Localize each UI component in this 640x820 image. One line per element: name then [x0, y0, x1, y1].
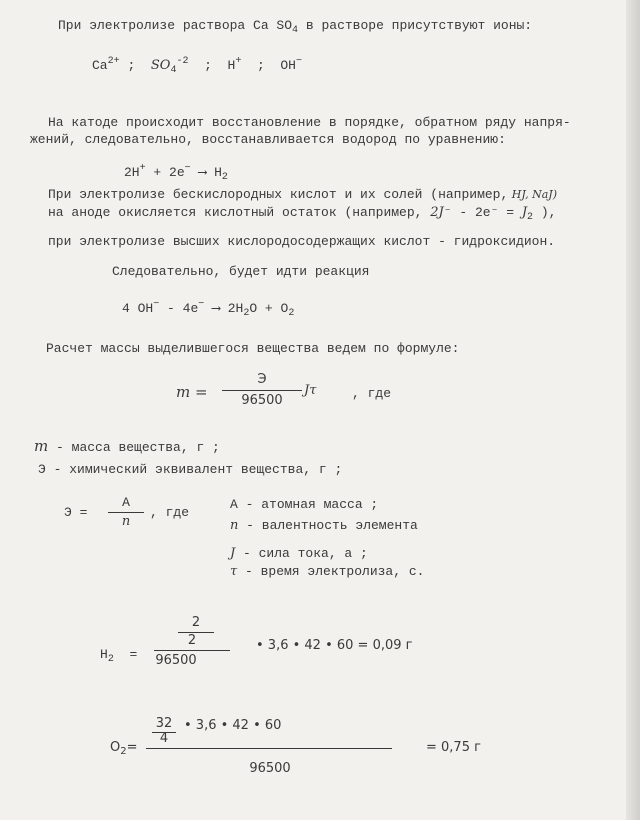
formula-m-where: , где [352, 386, 392, 401]
text: на аноде окисляется кислотный остаток (например, [48, 205, 431, 220]
superscript: − [153, 299, 160, 310]
calc-h2-num-bottom: 2 [187, 633, 197, 648]
subscript: 4 [170, 65, 177, 76]
separator: ; [127, 58, 136, 73]
superscript: + [139, 163, 146, 174]
paragraph-anode-line2 [48, 205, 556, 226]
calc-h2-lhs [100, 647, 137, 668]
text: - атомная масса ; [237, 497, 379, 512]
definition-n [230, 518, 418, 534]
text: ⁻ - 2e⁻ = [443, 205, 522, 220]
definition-t [230, 564, 424, 580]
formula-m-tail: Jτ [304, 383, 317, 398]
definition-j [230, 546, 368, 562]
fraction-bar [222, 390, 302, 391]
paragraph-anode-line3: при электролизе высших кислородосодержащих кислот - гидроксидион. [48, 234, 556, 249]
handwritten-text: J [521, 205, 528, 220]
symbol: Э [38, 462, 46, 477]
symbol: A [230, 497, 238, 512]
fraction-bar [154, 650, 230, 651]
symbol: m [34, 437, 49, 455]
ion-ca: Ca [92, 58, 108, 73]
calc-o2-frac-top: 32 [155, 716, 173, 731]
formula-e-where: , где [150, 505, 190, 520]
fraction-bar [108, 512, 144, 513]
text: ), [533, 205, 557, 220]
formula-e-denominator: n [121, 514, 131, 529]
calc-o2-denominator: 96500 [249, 761, 291, 776]
text: ⟶ 2H [204, 301, 244, 316]
text: + 2e [145, 165, 185, 180]
formula-m-denominator: 96500 [241, 393, 283, 408]
paragraph-anode-line1 [48, 187, 557, 203]
definition-e [38, 462, 342, 478]
text: 2H [124, 165, 140, 180]
subscript: 2 [221, 172, 228, 183]
handwritten-text: HJ, NaJ) [508, 188, 558, 201]
ion-h: H [227, 58, 236, 73]
handwritten-text: 2J [430, 205, 444, 220]
superscript: 2+ [107, 56, 120, 67]
ions-list [92, 54, 302, 79]
paragraph-reaction: Следовательно, будет идти реакция [112, 264, 370, 279]
subscript: 2 [527, 212, 534, 223]
calc-o2-frac-bottom: 4 [159, 731, 169, 746]
text: = [129, 647, 138, 662]
fraction-bar [146, 748, 392, 749]
formula-e-lhs: Э = [64, 505, 88, 520]
definition-m [34, 438, 220, 456]
superscript: + [235, 56, 242, 67]
text: - 4e [159, 301, 199, 316]
text: O + O [249, 301, 289, 316]
subscript: 2 [120, 746, 127, 757]
calc-o2-result: = 0,75 г [426, 740, 481, 755]
calc-o2-numerator-rest: • 3,6 • 42 • 60 [184, 718, 282, 733]
text: - масса вещества, г ; [48, 440, 220, 455]
superscript: − [295, 56, 302, 67]
subscript: 4 [292, 25, 299, 36]
paragraph-cathode-line2: жений, следовательно, восстанавливается водород по уравнению: [30, 132, 506, 147]
ion-so4: SO [150, 58, 171, 73]
paragraph-mass-formula: Расчет массы выделившегося вещества ведем по формуле: [46, 341, 460, 356]
superscript: − [198, 299, 205, 310]
calc-h2-result: • 3,6 • 42 • 60 = 0,09 г [256, 638, 413, 653]
paragraph-cathode-line1: На катоде происходит восстановление в порядке, обратном ряду напря- [48, 115, 571, 130]
formula-m-lhs: m = [176, 383, 208, 401]
calc-h2-num-top: 2 [191, 615, 201, 630]
text: - время электролиза, с. [237, 564, 425, 579]
ion-oh: OH [280, 58, 296, 73]
superscript: -2 [176, 56, 189, 67]
symbol: n [230, 518, 239, 533]
equation-oxygen [122, 297, 294, 322]
page-edge-shadow [626, 0, 640, 820]
formula-e-numerator: A [122, 495, 130, 510]
text: При электролизе раствора Ca SO [58, 18, 293, 33]
text: - химический эквивалент вещества, г ; [45, 462, 343, 477]
text: O [110, 740, 121, 755]
text: - сила тока, а ; [235, 546, 368, 561]
text: - валентность элемента [238, 518, 418, 533]
superscript: − [184, 163, 191, 174]
text: = [126, 740, 138, 755]
definition-a [230, 497, 378, 513]
equation-hydrogen [124, 161, 228, 186]
separator: ; [256, 58, 265, 73]
subscript: 2 [243, 308, 250, 319]
paragraph-ions-intro [58, 18, 532, 39]
subscript: 2 [107, 654, 114, 665]
text: При электролизе бескислородных кислот и их солей (например, [48, 187, 509, 202]
text: ⟶ H [190, 165, 222, 180]
text: H [100, 647, 108, 662]
symbol: J [230, 546, 236, 561]
text: в растворе присутствуют ионы: [298, 18, 533, 33]
formula-m-numerator: Э [257, 372, 267, 387]
calc-o2-lhs [110, 740, 138, 760]
separator: ; [204, 58, 212, 73]
text: 4 OH [122, 301, 154, 316]
subscript: 2 [288, 308, 295, 319]
calc-h2-denominator: 96500 [155, 653, 197, 668]
symbol: τ [230, 564, 238, 579]
